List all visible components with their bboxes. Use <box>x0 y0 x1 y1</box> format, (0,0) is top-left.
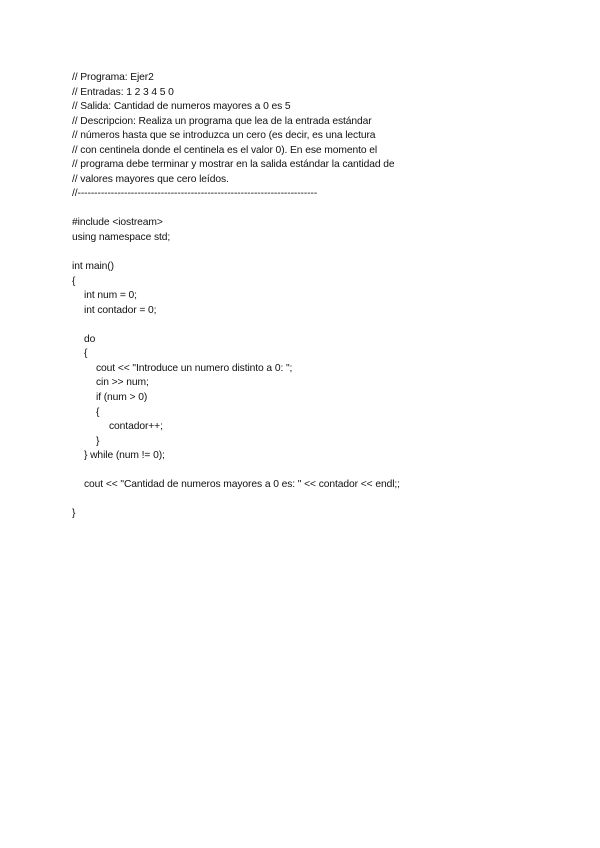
comment-description-5: // valores mayores que cero leídos. <box>72 173 229 185</box>
comment-program: // Programa: Ejer2 <box>72 72 154 83</box>
declare-contador: int contador = 0; <box>84 304 157 316</box>
increment-contador: contador++; <box>109 421 163 433</box>
comment-inputs: // Entradas: 1 2 3 4 5 0 <box>72 86 174 98</box>
if-close-brace: } <box>96 435 100 447</box>
source-code-block <box>72 71 552 522</box>
using-namespace: using namespace std; <box>72 232 171 244</box>
comment-output: // Salida: Cantidad de numeros mayores a 0 es 5 <box>72 101 291 113</box>
main-open-brace: { <box>72 275 76 287</box>
do-keyword: do <box>84 333 96 345</box>
comment-description-3: // con centinela donde el centinela es el valor 0). En ese momento el <box>72 144 378 156</box>
declare-num: int num = 0; <box>84 290 137 302</box>
comment-description-4: // programa debe terminar y mostrar en la salida estándar la cantidad de <box>72 159 395 171</box>
while-statement: } while (num != 0); <box>84 450 165 462</box>
blank-line <box>72 246 552 261</box>
comment-separator: //------------------------------------------------------------------------ <box>72 188 318 200</box>
cout-prompt: cout << "Introduce un numero distinto a 0: "; <box>96 362 293 374</box>
comment-description: // Descripcion: Realiza un programa que lea de la entrada estándar <box>72 115 372 127</box>
blank-line <box>72 202 552 217</box>
main-signature: int main() <box>72 261 114 273</box>
cout-result: cout << "Cantidad de numeros mayores a 0 es: " << contador << endl;; <box>84 479 400 491</box>
do-open-brace: { <box>84 348 88 360</box>
main-close-brace: } <box>72 508 76 520</box>
cin-num: cin >> num; <box>96 377 149 389</box>
blank-line <box>72 493 552 508</box>
comment-description-2: // números hasta que se introduzca un cero (es decir, es una lectura <box>72 130 376 142</box>
blank-line <box>72 464 552 479</box>
include-directive: #include <iostream> <box>72 217 163 229</box>
blank-line <box>72 318 552 333</box>
if-statement: if (num > 0) <box>96 392 148 404</box>
if-open-brace: { <box>96 406 100 418</box>
